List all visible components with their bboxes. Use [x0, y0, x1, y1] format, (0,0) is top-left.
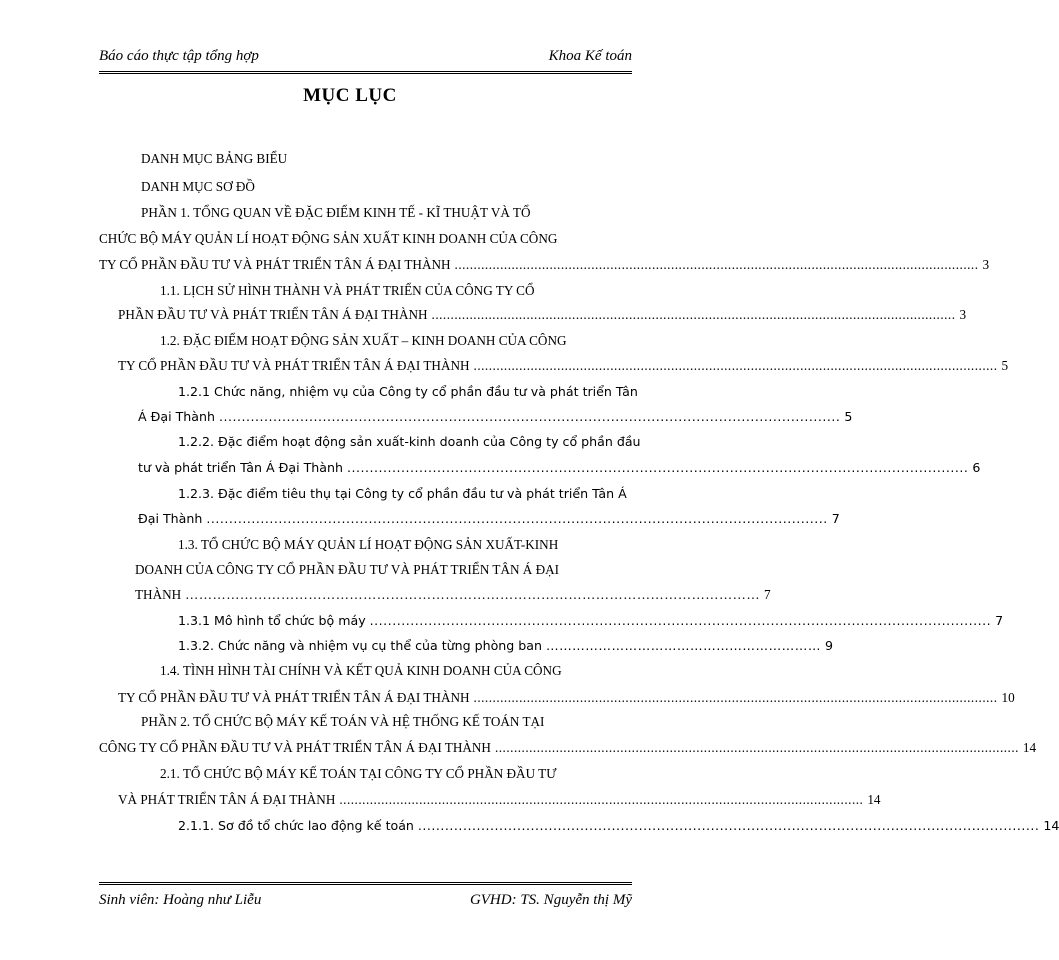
toc-entry-list-of-diagrams: DANH MỤC SƠ ĐỒ — [141, 179, 255, 194]
toc-entry-part-1: PHẦN 1. TỔNG QUAN VỀ ĐẶC ĐIỂM KINH TẾ - KĨ THUẬT VÀ TỔ — [141, 205, 531, 220]
page-number: 7 — [995, 613, 1004, 628]
toc-entry-1-2-3-line2: Đại Thành .......................................................................................................................................... 7 — [138, 511, 840, 526]
dot-leader: ……………………………………………………………………………………………………………… — [185, 587, 761, 602]
toc-entry-1-3-line2: DOANH CỦA CÔNG TY CỔ PHẦN ĐẦU TƯ VÀ PHÁT TRIỂN TÂN Á ĐẠI — [135, 562, 560, 577]
page-footer — [99, 891, 632, 909]
toc-entry-1-2-2-line2: tư và phát triển Tân Á Đại Thành .......................................................................................................................................... 6 — [138, 460, 981, 475]
toc-entry-1-4-line2: TY CỔ PHẦN ĐẦU TƯ VÀ PHÁT TRIỂN TÂN Á ĐẠI THÀNH .......................................................................................................................................... 10 — [118, 690, 1015, 705]
header-right: Khoa Kế toán — [548, 48, 632, 64]
toc-entry-2-1-line2: VÀ PHÁT TRIỂN TÂN Á ĐẠI THÀNH .......................................................................................................................................... 14 — [118, 792, 881, 807]
page-number: 5 — [844, 409, 853, 424]
dot-leader: .......................................................................................................................................... — [218, 409, 841, 424]
page-number: 3 — [982, 257, 990, 272]
toc-entry-part-2: PHẦN 2. TỔ CHỨC BỘ MÁY KẾ TOÁN VÀ HỆ THỐNG KẾ TOÁN TẠI — [141, 714, 545, 729]
toc-entry-part-2-line2: CÔNG TY CỔ PHẦN ĐẦU TƯ VÀ PHÁT TRIỂN TÂN Á ĐẠI THÀNH .......................................................................................................................................... 14 — [99, 740, 1037, 755]
page-number: 6 — [972, 460, 981, 475]
toc-entry-1-2-3: 1.2.3. Đặc điểm tiêu thụ tại Công ty cổ phần đầu tư và phát triển Tân Á — [178, 486, 627, 501]
page-number: 9 — [824, 638, 833, 653]
toc-entry-1-1-line2: PHẦN ĐẦU TƯ VÀ PHÁT TRIỂN TÂN Á ĐẠI THÀNH .......................................................................................................................................... 3 — [118, 307, 967, 322]
toc-entry-2-1: 2.1. TỔ CHỨC BỘ MÁY KẾ TOÁN TẠI CÔNG TY CỔ PHẦN ĐẦU TƯ — [160, 766, 557, 781]
page-header — [99, 47, 632, 65]
toc-entry-1-2-1-line2: Á Đại Thành .......................................................................................................................................... 5 — [138, 409, 853, 424]
toc-entry-part-1-line2: CHỨC BỘ MÁY QUẢN LÍ HOẠT ĐỘNG SẢN XUẤT KINH DOANH CỦA CÔNG — [99, 231, 558, 246]
toc-entry-1-2-2: 1.2.2. Đặc điểm hoạt động sản xuất-kinh doanh của Công ty cổ phần đầu — [178, 434, 641, 449]
footer-divider — [99, 882, 632, 885]
toc-entry-part-1-line3: TY CỔ PHẦN ĐẦU TƯ VÀ PHÁT TRIỂN TÂN Á ĐẠI THÀNH .......................................................................................................................................... 3 — [99, 257, 990, 272]
toc-entry-1-3-2: 1.3.2. Chức năng và nhiệm vụ cụ thể của từng phòng ban ……………………………………………………… 9 — [178, 638, 833, 653]
dot-leader: .......................................................................................................................................... — [494, 740, 1019, 755]
toc-entry-1-3: 1.3. TỔ CHỨC BỘ MÁY QUẢN LÍ HOẠT ĐỘNG SẢN XUẤT-KINH — [178, 537, 559, 552]
page-number: 14 — [1043, 818, 1059, 833]
dot-leader: .......................................................................................................................................... — [346, 460, 969, 475]
dot-leader: ……………………………………………………… — [545, 638, 821, 653]
toc-entry-1-3-1: 1.3.1 Mô hình tổ chức bộ máy .......................................................................................................................................... 7 — [178, 613, 1004, 628]
toc-entry-1-1: 1.1. LỊCH SỬ HÌNH THÀNH VÀ PHÁT TRIỂN CỦA CÔNG TY CỔ — [160, 283, 535, 298]
page-number: 14 — [867, 792, 881, 807]
dot-leader: .......................................................................................................................................... — [473, 358, 998, 373]
header-divider — [99, 71, 632, 74]
footer-student: Sinh viên: Hoàng như Liễu — [99, 892, 262, 908]
footer-supervisor: GVHD: TS. Nguyễn thị Mỹ — [469, 892, 632, 908]
dot-leader: .......................................................................................................................................... — [417, 818, 1040, 833]
page-number: 10 — [1001, 690, 1015, 705]
toc-entry-1-4: 1.4. TÌNH HÌNH TÀI CHÍNH VÀ KẾT QUẢ KINH DOANH CỦA CÔNG — [160, 663, 562, 678]
toc-entry-1-3-line3: THÀNH ……………………………………………………………………………………………………………… 7 — [135, 587, 771, 602]
page-number: 7 — [831, 511, 840, 526]
dot-leader: .......................................................................................................................................... — [206, 511, 828, 526]
toc-entry-1-2-1: 1.2.1 Chức năng, nhiệm vụ của Công ty cổ phần đầu tư và phát triển Tân — [178, 384, 638, 399]
toc-entry-1-2-line2: TY CỔ PHẦN ĐẦU TƯ VÀ PHÁT TRIỂN TÂN Á ĐẠI THÀNH .......................................................................................................................................... 5 — [118, 358, 1009, 373]
toc-entry-1-2: 1.2. ĐẶC ĐIỂM HOẠT ĐỘNG SẢN XUẤT – KINH DOANH CỦA CÔNG — [160, 333, 567, 348]
page-number: 3 — [959, 307, 967, 322]
dot-leader: .......................................................................................................................................... — [473, 690, 998, 705]
toc-entry-list-of-tables: DANH MỤC BẢNG BIỂU — [141, 151, 288, 166]
page-number: 14 — [1022, 740, 1037, 755]
dot-leader: .......................................................................................................................................... — [369, 613, 992, 628]
dot-leader: .......................................................................................................................................... — [454, 257, 979, 272]
dot-leader: .......................................................................................................................................... — [431, 307, 956, 322]
page-number: 7 — [764, 587, 771, 602]
dot-leader: .......................................................................................................................................... — [339, 792, 864, 807]
page-number: 5 — [1001, 358, 1009, 373]
page-title: MỤC LỤC — [303, 85, 397, 106]
header-left: Báo cáo thực tập tổng hợp — [99, 48, 259, 64]
toc-entry-2-1-1: 2.1.1. Sơ đồ tổ chức lao động kế toán .......................................................................................................................................... 14 — [178, 818, 1059, 833]
